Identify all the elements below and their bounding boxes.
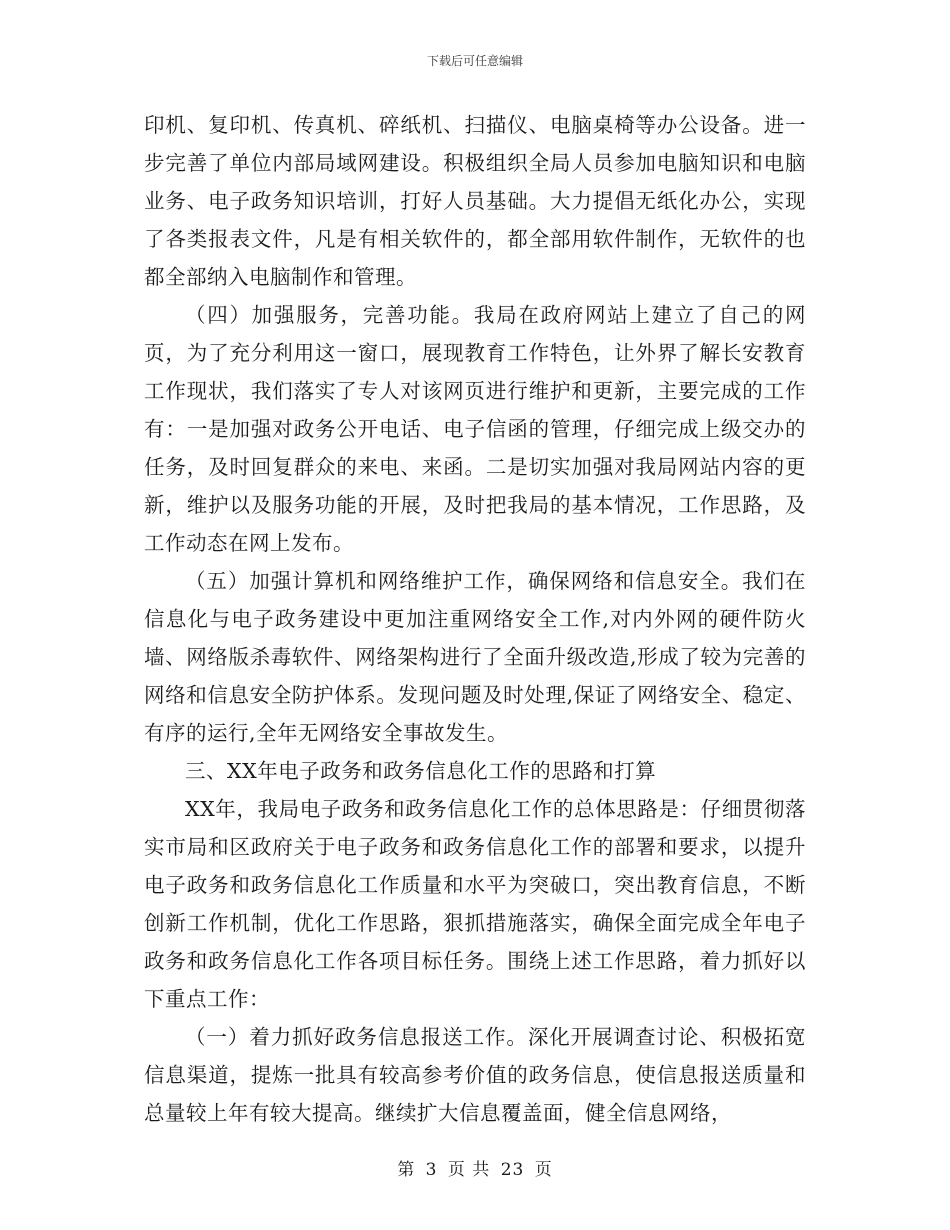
- footer-middle: 页 共: [447, 1160, 491, 1180]
- page-header: 下载后可任意编辑: [426, 54, 523, 68]
- footer-prefix: 第: [397, 1160, 416, 1180]
- total-pages: 23: [500, 1160, 525, 1180]
- paragraph: （四）加强服务，完善功能。我局在政府网站上建立了自己的网页，为了充分利用这一窗口，展现教育工作特色，让外界了解长安教育工作现状，我们落实了专人对该网页进行维护和更新，主要完成的工作有：一是加强对政务公开电话、电子信函的管理，仔细完成上级交办的任务，及时回复群众的来电、来函。二是切实加强对我局网站内容的更新，维护以及服务功能的开展，及时把我局的基本情况，工作思路，及工作动态在网上发布。: [144, 303, 806, 555]
- paragraph: XX年，我局电子政务和政务信息化工作的总体思路是：仔细贯彻落实市局和区政府关于电子政务和政务信息化工作的部署和要求，以提升电子政务和政务信息化工作质量和水平为突破口，突出教育信息，不断创新工作机制，优化工作思路，狠抓措施落实，确保全面完成全年电子政务和政务信息化工作各项目标任务。围绕上述工作思路，着力抓好以下重点工作：: [144, 797, 806, 1011]
- footer-suffix: 页: [534, 1160, 553, 1180]
- paragraph: （五）加强计算机和网络维护工作，确保网络和信息安全。我们在信息化与电子政务建设中更加注重网络安全工作,对内外网的硬件防火墙、网络版杀毒软件、网络架构进行了全面升级改造,形成了较为完善的网络和信息安全防护体系。发现问题及时处理,保证了网络安全、稳定、有序的运行,全年无网络安全事故发生。: [144, 569, 806, 745]
- section-heading: 三、XX年电子政务和政务信息化工作的思路和打算: [185, 759, 657, 783]
- document-body: [144, 106, 806, 1132]
- paragraph: 印机、复印机、传真机、碎纸机、扫描仪、电脑桌椅等办公设备。进一步完善了单位内部局域网建设。积极组织全局人员参加电脑知识和电脑业务、电子政务知识培训，打好人员基础。大力提倡无纸化办公，实现了各类报表文件，凡是有相关软件的，都全部用软件制作，无软件的也都全部纳入电脑制作和管理。: [144, 113, 806, 289]
- page-number: 3: [425, 1160, 438, 1180]
- page-footer: [0, 1155, 950, 1180]
- paragraph: （一）着力抓好政务信息报送工作。深化开展调查讨论、积极拓宽信息渠道，提炼一批具有较高参考价值的政务信息，使信息报送质量和总量较上年有较大提高。继续扩大信息覆盖面，健全信息网络，: [144, 1025, 806, 1125]
